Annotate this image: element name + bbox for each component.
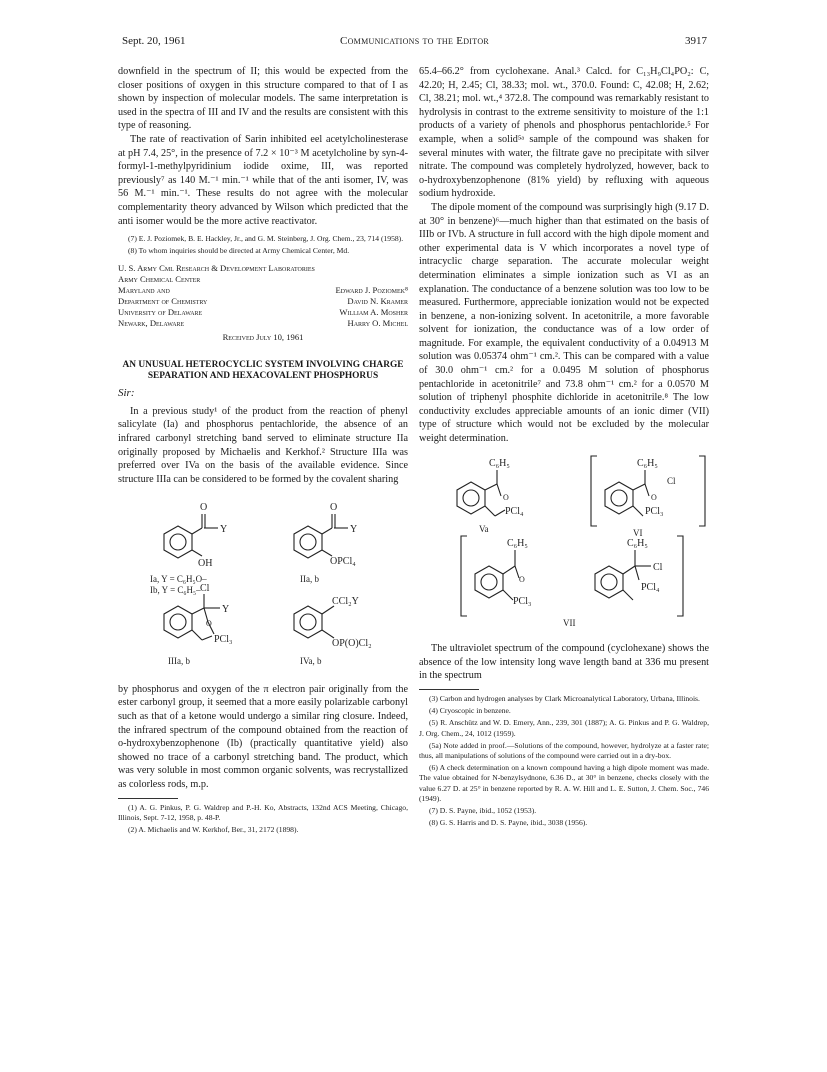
substituent-label: PCl₃ [645, 505, 664, 517]
substituent-label: PCl₃ [214, 634, 233, 646]
oxygen-label: O [503, 492, 509, 502]
footnote-divider [118, 798, 178, 799]
paragraph: In a previous study¹ of the product from the reaction of phenyl salicylate (Ia) and phosphorus pentachloride, the absence of an infrared carbonyl stretching band served to eliminate structure IIa originally proposed by Michaelis and Kerkhof.² Structure IIIa was preferred over IVa on the basis of the available evidence. Since structure IIIa can be considered to be formed by the covalent sharing [118, 405, 408, 485]
structure-label-va: Va [479, 523, 489, 534]
structure-label-ib: Ib, Y = C₆H₅– [150, 585, 201, 596]
author-affiliations [118, 263, 408, 329]
footnote-divider [419, 689, 479, 690]
structures-figure-i-iv [118, 494, 408, 670]
affiliation-line: Maryland and [118, 284, 170, 295]
substituent-label: Y [220, 524, 228, 536]
structure-label-ia: Ia, Y = C₆H₅O– [150, 574, 207, 585]
paragraph: The rate of reactivation of Sarin inhibited eel acetylcholinesterase at pH 7.4, 25°, in the presence of 7.2 × 10⁻³ M acetylcholine by syn-4-formyl-1-methylpyridinium iodide oxime, III, was reported previously⁷ as 140 M.⁻¹ min.⁻¹ while that of the anti isomer, IV, was 56 M.⁻¹ min.⁻¹. These results do not agree with the molecular complementarity theory advanced by Wilson which predicted that the anti isomer would be the more active reactivator. [118, 133, 408, 227]
substituent-label: PCl₄ [505, 505, 524, 517]
structure-label-iva: IVa, b [300, 656, 322, 667]
oxygen-label: O [206, 619, 212, 629]
oxygen-label: O [651, 492, 657, 502]
author-name: Harry O. Michel [347, 317, 408, 328]
chlorine-label: Cl [200, 583, 210, 595]
affiliation-line: Department of Chemistry [118, 295, 208, 306]
substituent-label: OH [198, 558, 213, 570]
phenyl-label: C₆H₅ [489, 457, 510, 469]
structures-figure-v-vii [419, 454, 709, 630]
substituent-label: Y [350, 524, 358, 536]
footnote: (5) R. Anschütz and W. D. Emery, Ann., 239, 301 (1887); A. G. Pinkus and P. G. Waldrep, J. Org. Chem., 24, 1012 (1959). [419, 718, 709, 738]
paragraph: The dipole moment of the compound was surprisingly high (9.17 D. at 30° in benzene)⁶—much higher than that estimated on the basis of IIIb or IVb. A structure in full accord with the high dipole moment and other experimental data is V which incorporates a novel type of intracyclic charge separation. The accurate molecular weight determination eliminates a simple ionization such as VI as an explanation. The conductance of a benzene solution was too low to be measured. Furthermore, appreciable ionization would not be expected in benzene, a non-ionizing solvent. In acetonitrile, a more favorable solvent for ionization, the conductance was of a low order of magnitude. For example, the equivalent conductivity of a 0.04913 M solution was 0.05374 ohm⁻¹ cm.². This can be compared with a value of 30.0 ohm⁻¹ cm.² for a 0.0495 M solution of phosphorus pentachloride in acetonitrile⁷ and 73.8 ohm⁻¹ cm.² for a 0.0570 M solution of triphenyl phosphite dichloride in acetonitrile.⁸ The low conductivity excludes appreciable amounts of an ionic dimer (VII) type of structure which would not be excluded by the molecular weight determination. [419, 201, 709, 445]
footnote: (8) G. S. Harris and D. S. Payne, ibid., 3038 (1956). [429, 818, 588, 828]
chloride-label: Cl [667, 475, 676, 486]
phenyl-label: C₆H₅ [637, 457, 658, 469]
substituent-label: PCl₄ [641, 581, 660, 593]
affiliation-line: U. S. Army Cml Research & Development Laboratories [118, 262, 315, 273]
paragraph: downfield in the spectrum of II; this would be expected from the closer positions of oxygen in this structure compared to that of I as shown by inspection of molecular models. The same interpretation is used in the spectra of III and IV and the results are consistent with this type of reasoning. [118, 66, 408, 132]
header-date: Sept. 20, 1961 [122, 35, 186, 47]
phenyl-label: C₆H₅ [507, 537, 528, 549]
author-name: William A. Mosher [339, 306, 408, 317]
received-date: Received July 10, 1961 [222, 331, 304, 342]
footnote: (7) E. J. Poziomek, B. E. Hackley, Jr., and G. M. Steinberg, J. Org. Chem., 23, 714 (1958). [128, 234, 404, 244]
running-header [122, 35, 707, 49]
paragraph: The ultraviolet spectrum of the compound (cyclohexane) shows the absence of the low intensity long wave length band at 336 mu present in the spectrum [419, 643, 709, 682]
substituent-label: CCl₂Y [332, 596, 359, 608]
header-page-number: 3917 [685, 35, 707, 47]
footnote: (6) A check determination on a known compound having a high dipole moment was made. The value obtained for N-benzylsydnone, 6.36 D., at 30° in benzene, checks closely with the value 6.27 D. at 25° in benzene reported by R. A. W. Hill and L. E. Sutton, J. Chem. Soc., 746 (1949). [419, 763, 709, 803]
author-name: David N. Kramer [347, 295, 408, 306]
chlorine-label: Cl [653, 561, 663, 573]
substituent-label: OP(O)Cl₂ [332, 638, 372, 650]
structure-label-iia: IIa, b [300, 574, 319, 585]
paragraph: by phosphorus and oxygen of the π electron pair originally from the ester carbonyl group, it seemed that a more easily polarizable carbonyl such as that of a ketone would undergo a similar ring closure. Indeed, the infrared spectrum of the compound obtained from the reaction of o-hydroxybenzophenone (Ib) (practically quantitative yield) also showed no trace of a carbonyl stretching band. The product, which was very soluble in most common organic solvents, was recrystallized as colorless rods, m.p. [118, 683, 408, 791]
footnote: (4) Cryoscopic in benzene. [429, 706, 511, 716]
substituent-label: Y [222, 604, 230, 616]
paragraph: 65.4–66.2° from cyclohexane. Anal.³ Calcd. for C₁₃H₉Cl₄PO₂: C, 42.20; H, 2.45; Cl, 38.33; mol. wt., 370.0. Found: C, 42.08; H, 2.62; Cl, 38.21; mol. wt.,⁴ 372.8. The compound was remarkably resistant to hydrolysis in contrast to the extreme sensitivity to moisture of the 1:1 products of a variety of phenols and phosphorus pentachloride.⁵ For example, when a solid⁵ᵃ sample of the compound was shaken for several minutes with water, the filtrate gave no precipitate with silver nitrate. The compound was completely hydrolyzed, however, back to o-hydroxybenzophenone (81% yield) by refluxing with aqueous sodium hydroxide. [419, 66, 709, 200]
footnote: (7) D. S. Payne, ibid., 1052 (1953). [429, 806, 537, 816]
article-title: AN UNUSUAL HETEROCYCLIC SYSTEM INVOLVING CHARGE SEPARATION AND HEXACOVALENT PHOSPHORUS [122, 360, 404, 381]
right-column [419, 65, 709, 828]
affiliation-line: Army Chemical Center [118, 273, 201, 284]
substituent-label: PCl₃ [513, 595, 532, 607]
footnote: (3) Carbon and hydrogen analyses by Clark Microanalytical Laboratory, Urbana, Illinois. [429, 694, 700, 703]
left-column [118, 65, 408, 835]
phenyl-label: C₆H₅ [627, 537, 648, 549]
structure-label-vii: VII [563, 617, 576, 628]
affiliation-line: Newark, Delaware [118, 317, 185, 328]
affiliation-line: University of Delaware [118, 306, 203, 317]
footnote: (1) A. G. Pinkus, P. G. Waldrep and P.-H. Ko, Abstracts, 132nd ACS Meeting, Chicago, Illinois, Sept. 7-12, 1958, p. 48-P. [118, 802, 408, 822]
substituent-label: OPCl₄ [330, 556, 356, 568]
salutation: Sir: [118, 387, 135, 400]
oxygen-label: O [330, 502, 338, 514]
header-journal: Communications to the Editor [339, 35, 490, 47]
footnote: (8) To whom inquiries should be directed at Army Chemical Center, Md. [128, 246, 350, 256]
structure-label-vi: VI [633, 527, 643, 538]
footnote: (2) A. Michaelis and W. Kerkhof, Ber., 31, 2172 (1898). [128, 825, 299, 835]
oxygen-label: O [519, 574, 525, 584]
oxygen-label: O [200, 502, 208, 514]
footnote: (5a) Note added in proof.—Solutions of the compound, however, hydrolyze at a faster rate; thus, all manipulations of solutions of the compound were carried out in a dry-box. [419, 740, 709, 761]
author-name: Edward J. Poziomek⁸ [335, 284, 408, 295]
structure-label-iiia: IIIa, b [168, 656, 190, 667]
